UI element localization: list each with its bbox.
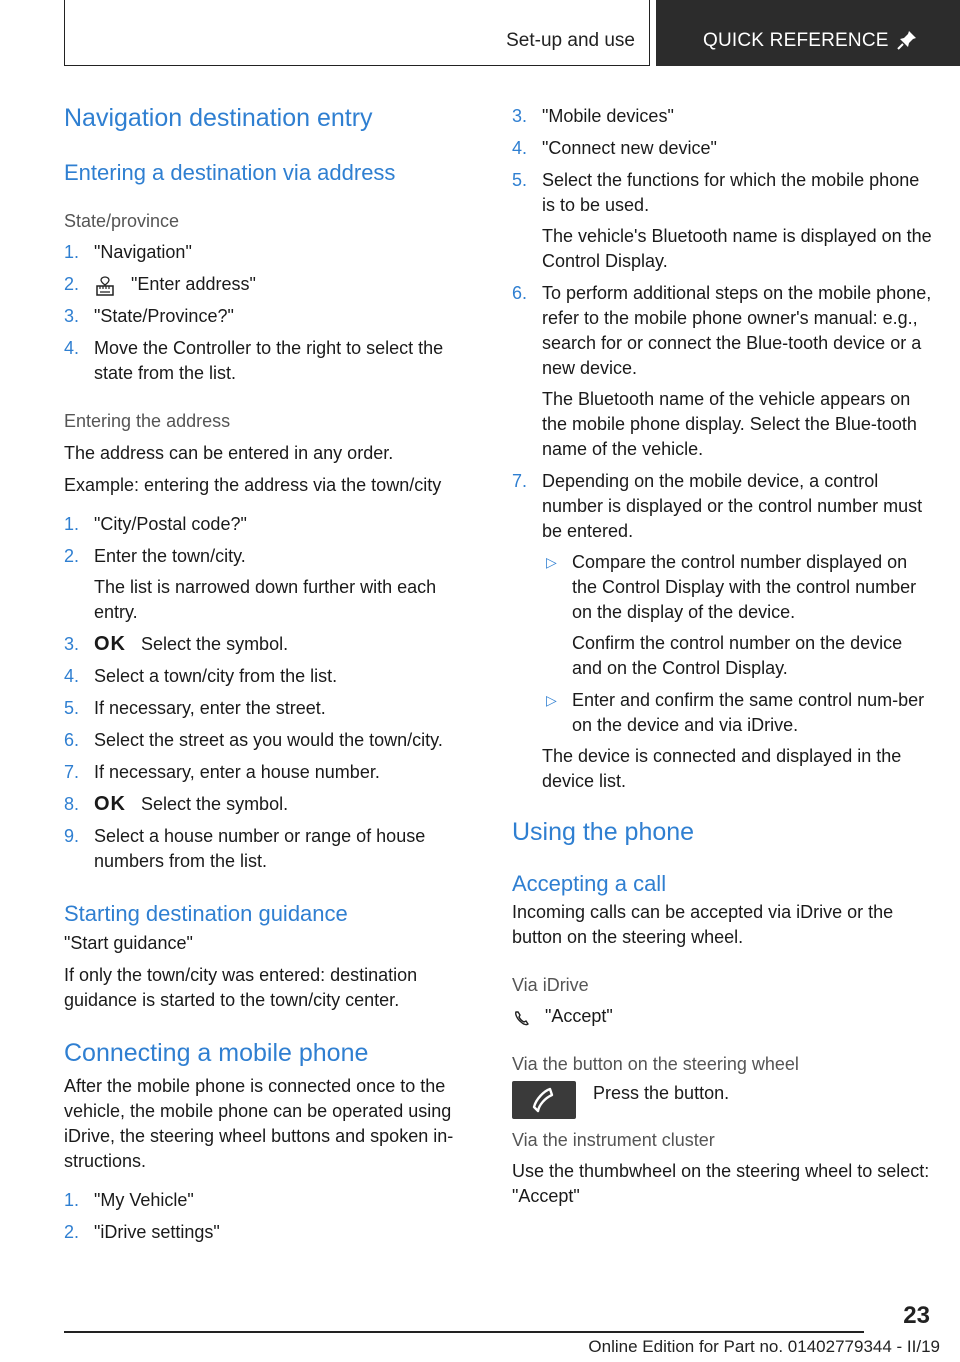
list-item: 7. Depending on the mobile device, a control number is displayed or the control number must be entered. ▷ Compare the control number displayed on the Control Display with the control number on the display of the device. Confirm the control number on the device and on the Control Display. ▷ Enter and confirm the same control num-ber on the device and via iDrive. The device is connected and displayed in the device list. (512, 469, 932, 794)
state-steps (64, 240, 484, 386)
phone-handset-icon (530, 1087, 558, 1113)
list-item: 5. If necessary, enter the street. (64, 697, 326, 718)
mobile-steps (64, 1188, 484, 1245)
list-item: 4. Select a town/city from the list. (64, 665, 338, 686)
address-steps (64, 512, 484, 874)
paragraph: Example: entering the address via the town/city (64, 474, 442, 495)
phone-title: Using the phone (512, 818, 695, 846)
ok-symbol: OK (94, 632, 126, 655)
paragraph: After the mobile phone is connected once to the vehicle, the mobile phone can be operated using iDrive, the steering wheel buttons and spoken in-structions. (64, 1075, 454, 1171)
list-item: 6. Select the street as you would the town/city. (64, 729, 443, 750)
list-item: 7. If necessary, enter a house number. (64, 761, 380, 782)
list-item: 3. OK Select the symbol. (64, 632, 289, 655)
list-item: 1. "My Vehicle" (64, 1189, 194, 1210)
nav-entry-title: Navigation destination entry (64, 104, 373, 132)
list-item: 2. "Enter address" (64, 272, 484, 297)
list-item: 1. "City/Postal code?" (64, 513, 247, 534)
header-section-label: Set-up and use (506, 30, 635, 51)
left-column (64, 100, 484, 1245)
footer-divider (64, 1331, 864, 1333)
idrive-row: "Accept" (512, 1004, 932, 1029)
ok-symbol: OK (94, 792, 126, 815)
header-section-box (64, 0, 650, 66)
list-item: ▷ Enter and confirm the same control num-ber on the device and via iDrive. (546, 690, 925, 735)
address-heading: Entering a destination via address (64, 159, 396, 185)
call-heading: Accepting a call (512, 870, 667, 896)
cluster-subheading: Via the instrument cluster (512, 1129, 715, 1150)
triangle-bullet-icon: ▷ (546, 554, 557, 570)
triangle-bullet-icon: ▷ (546, 692, 557, 708)
paragraph: Use the thumbwheel on the steering wheel to select: "Accept" (512, 1161, 930, 1207)
paragraph: The address can be entered in any order. (64, 442, 394, 463)
list-item: 8. OK Select the symbol. (64, 792, 289, 815)
pin-icon (896, 29, 918, 51)
list-item: 3. "State/Province?" (64, 306, 234, 327)
paragraph: "Start guidance" (64, 933, 193, 954)
idrive-subheading: Via iDrive (512, 975, 589, 996)
header-chapter-label: QUICK REFERENCE (703, 30, 889, 51)
list-item: 6. To perform additional steps on the mobile phone, refer to the mobile phone owner's manual: e.g., search for or connect the Blue-tooth device or a new device. The Bluetooth name of the vehicle appears on the mobile phone display. Select the Blue-tooth name of the vehicle. (512, 283, 932, 459)
page-number: 23 (903, 1302, 930, 1329)
right-column (512, 104, 932, 1209)
steering-phone-button (512, 1081, 576, 1119)
phone-handset-icon (512, 1008, 532, 1028)
address-subheading: Entering the address (64, 411, 231, 432)
state-subheading: State/province (64, 211, 180, 232)
list-item: 4. "Connect new device" (512, 138, 717, 158)
mobile-title: Connecting a mobile phone (64, 1039, 369, 1068)
wheel-row: Press the button. (512, 1081, 932, 1119)
list-item: 2. "iDrive settings" (64, 1221, 220, 1242)
mobile-steps-continued (512, 104, 932, 794)
header-chapter-box (656, 0, 960, 66)
list-item: 1. "Navigation" (64, 242, 192, 263)
list-item: 4. Move the Controller to the right to select the state from the list. (64, 338, 444, 384)
paragraph: Incoming calls can be accepted via iDrive or the button on the steering wheel. (512, 902, 894, 948)
list-item: 5. Select the functions for which the mobile phone is to be used. The vehicle's Bluetooth name is displayed on the Control Display. (512, 170, 932, 271)
list-item: 2. Enter the town/city. The list is narrowed down further with each entry. (64, 545, 437, 622)
paragraph: If only the town/city was entered: destination guidance is started to the town/city center. (64, 965, 418, 1011)
guidance-heading: Starting destination guidance (64, 900, 348, 926)
list-item: 9. Select a house number or range of house numbers from the list. (64, 825, 426, 871)
list-item: 3. "Mobile devices" (512, 106, 674, 126)
list-item: ▷ Compare the control number displayed on the Control Display with the control number on the display of the device. Confirm the control number on the device and on the Control Display. (546, 552, 917, 678)
sub-bullets (542, 550, 932, 738)
wheel-subheading: Via the button on the steering wheel (512, 1054, 799, 1075)
map-keyboard-icon (94, 275, 116, 297)
footer-edition: Online Edition for Part no. 01402779344 - II/19 (588, 1337, 940, 1356)
